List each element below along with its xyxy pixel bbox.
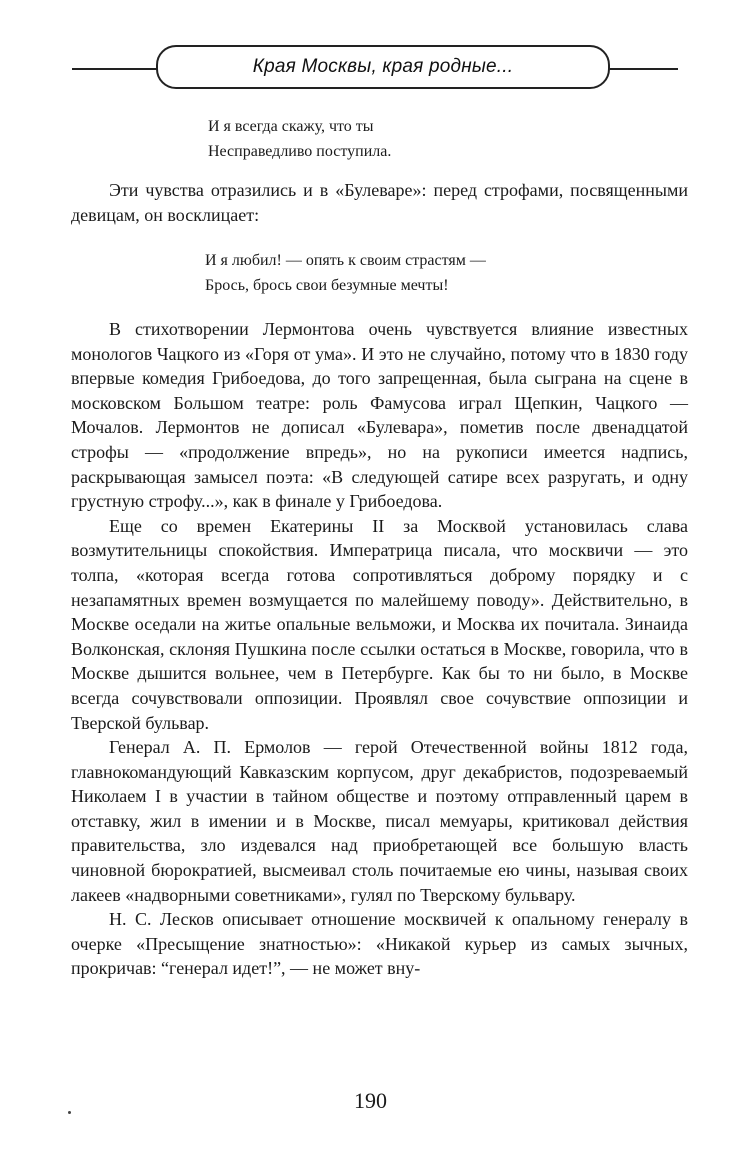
header-rule-right	[608, 68, 678, 70]
paragraph: Генерал А. П. Ермолов — герой Отечественной войны 1812 года, главнокомандующий Кавказским корпусом, друг декабристов, подозреваемый Николаем I в участии в тайном обществе и поэтому отправленный царем в отставку, жил в имении и в Москве, писал мемуары, критиковал действия правительства, зло издевался над приобретающей все большую власть чиновной бюрократией, высмеивал столь почитаемые ею чины, называя своих лакеев «надворными советниками», гулял по Тверскому бульвару.	[71, 737, 688, 905]
header-rule-left	[72, 68, 158, 70]
verse-line: Брось, брось свои безумные мечты!	[205, 277, 449, 294]
paragraph: Эти чувства отразились и в «Булеваре»: перед строфами, посвященными девицам, он восклицает:	[71, 180, 688, 225]
paragraph: Н. С. Лесков описывает отношение москвичей к опальному генералу в очерке «Пресыщение знатностью»: «Никакой курьер из самых зычных, прокричав: “генерал идет!”, — не может вну-	[71, 909, 688, 979]
body-text	[71, 317, 688, 981]
verse-line: Несправедливо поступила.	[208, 143, 392, 160]
paragraph: В стихотворении Лермонтова очень чувствуется влияние известных монологов Чацкого из «Горя от ума». И это не случайно, потому что в 1830 году впервые комедия Грибоедова, до того запрещенная, была сыграна на сцене в московском Большом театре: роль Фамусова играл Щепкин, Чацкого — Мочалов. Лермонтов не дописал «Булевара», пометив после двенадцатой строфы — «продолжение впредь», но на рукописи имеется надпись, раскрывающая замысел поэта: «В следующей сатире всех разругать, и одну грустную строфу...», как в финале у Грибоедова.	[71, 319, 688, 512]
page-number: 190	[354, 1088, 387, 1113]
intro-text	[71, 178, 688, 227]
verse-quote-2	[205, 248, 486, 298]
verse-quote-1	[208, 114, 391, 164]
running-title: Края Москвы, края родные...	[252, 56, 514, 77]
print-speck	[68, 1111, 71, 1114]
running-header	[0, 0, 741, 100]
header-frame	[156, 45, 610, 89]
verse-line: И я любил! — опять к своим страстям —	[205, 252, 486, 269]
paragraph: Еще со времен Екатерины II за Москвой установилась слава возмутительницы спокойствия. Императрица писала, что москвичи — это толпа, «которая всегда готова сопротивляться доброму порядку и с незапамятных времен возмущается по малейшему поводу». Действительно, в Москве оседали на житье опальные вельможи, и Москва их почитала. Зинаида Волконская, склоняя Пушкина после ссылки остаться в Москве, говорила, что в Москве дышится вольнее, чем в Петербурге. Как бы то ни было, в Москве всегда сочувствовали оппозиции. Проявлял свое сочувствие оппозиции и Тверской бульвар.	[71, 515, 688, 733]
verse-line: И я всегда скажу, что ты	[208, 118, 374, 135]
